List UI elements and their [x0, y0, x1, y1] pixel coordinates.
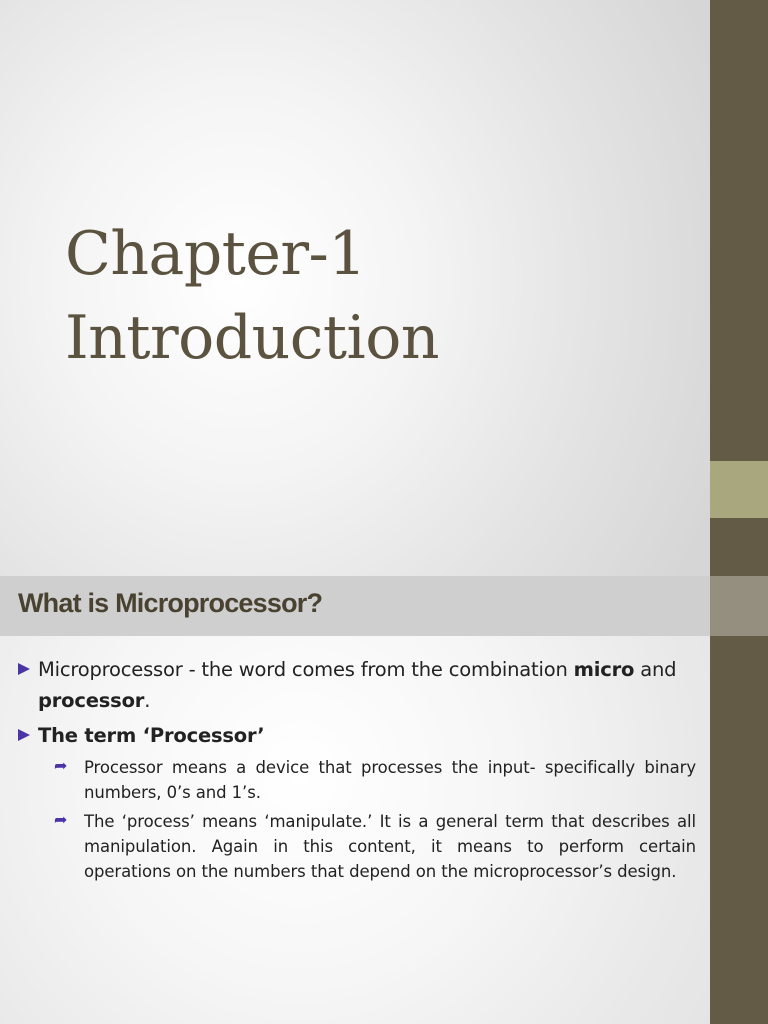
- title-line-1: Chapter-1: [65, 219, 366, 289]
- bullet-list: [18, 654, 698, 888]
- bullet-item: [18, 720, 698, 751]
- curved-arrow-bullet-icon: ➦: [54, 810, 68, 829]
- curved-arrow-bullet-icon: ➦: [54, 756, 68, 775]
- bullet-text: .: [144, 689, 151, 712]
- bullet-item: [18, 654, 698, 716]
- heading-band: [0, 576, 710, 636]
- bold-term: micro: [573, 658, 635, 681]
- sidebar-accent-block: [710, 461, 768, 518]
- slide-title: [65, 212, 439, 380]
- triangle-bullet-icon: [18, 663, 30, 675]
- bullet-text: Microprocessor - the word comes from the combination: [38, 658, 574, 681]
- bullet-text: and: [634, 658, 677, 681]
- slide-heading: What is Microprocessor?: [18, 588, 323, 618]
- sub-bullet-text: Processor means a device that processes the input- specifically binary numbers, 0’s and 1’s.: [84, 758, 696, 802]
- sub-bullet-item: [54, 809, 696, 884]
- content-slide: [0, 576, 768, 1024]
- sidebar-decoration: [710, 0, 768, 576]
- triangle-bullet-icon: [18, 729, 30, 741]
- bold-term: processor: [38, 689, 145, 712]
- sidebar-decoration: [710, 576, 768, 1024]
- title-line-2: Introduction: [65, 303, 439, 373]
- sidebar-accent-block: [710, 576, 768, 636]
- sub-bullet-text: The ‘process’ means ‘manipulate.’ It is a general term that describes all manipulation. Again in this content, it means to perform certain operations on the numbers that depend on the microprocessor’s design.: [84, 812, 696, 881]
- bullet-heading: The term ‘Processor’: [38, 724, 265, 747]
- sub-bullet-item: [54, 755, 696, 805]
